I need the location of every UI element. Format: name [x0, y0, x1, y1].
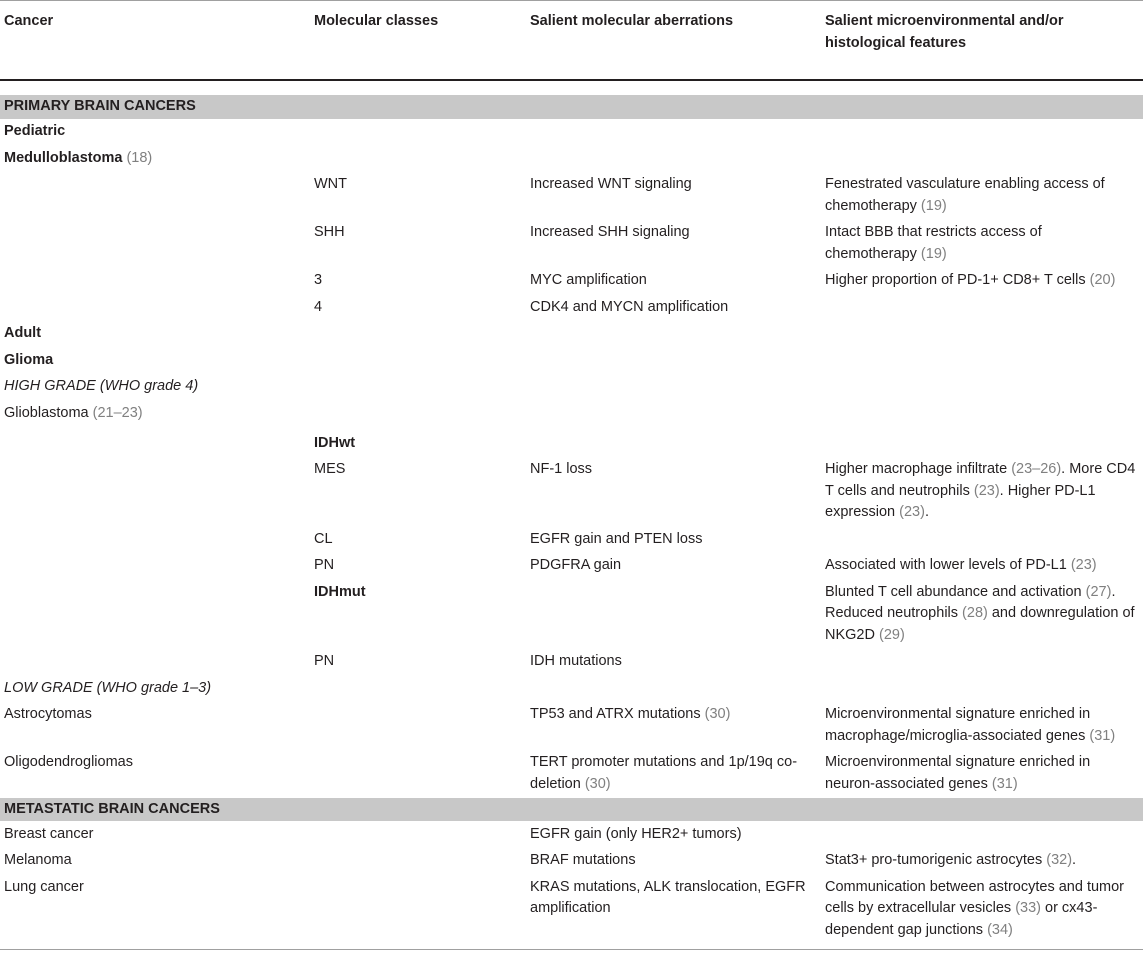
table-row: [0, 675, 1143, 702]
table-row: [0, 294, 1143, 321]
table-row: [0, 268, 1143, 295]
header-molecular-aberrations: Salient molecular aberrations: [526, 1, 821, 81]
class-idhmut: IDHmut: [314, 583, 366, 600]
cancer-astrocytomas: Astrocytomas: [4, 706, 92, 722]
feature-cell: Microenvironmental signature enriched in macrophage/microglia-associated genes (31): [825, 706, 1116, 744]
table-row: [0, 400, 1143, 427]
subgroup-adult: Adult: [4, 325, 42, 341]
aberration-cell: TP53 and ATRX mutations (30): [530, 706, 731, 722]
table-row: [0, 457, 1143, 527]
aberration-cell: EGFR gain (only HER2+ tumors): [530, 825, 742, 842]
table-row: [0, 848, 1143, 875]
header-cancer: Cancer: [0, 1, 310, 81]
table-row: [0, 347, 1143, 374]
table-header: [0, 1, 1143, 81]
grade-low: LOW GRADE (WHO grade 1–3): [4, 679, 212, 696]
table-row: [0, 579, 1143, 649]
aberration-cell: NF-1 loss: [530, 461, 593, 477]
table-row: [0, 821, 1143, 848]
table-row: [0, 874, 1143, 950]
grade-high: HIGH GRADE (WHO grade 4): [4, 378, 199, 394]
table-row: [0, 321, 1143, 348]
section-metastatic: [0, 798, 1143, 822]
feature-cell: Stat3+ pro-tumorigenic astrocytes (32).: [825, 852, 1077, 868]
feature-cell: Blunted T cell abundance and activation (27). Reduced neutrophils (28) and downregulation of NKG2D (29): [825, 583, 1135, 643]
aberration-cell: KRAS mutations, ALK translocation, EGFR amplification: [526, 874, 821, 950]
feature-cell: Fenestrated vasculature enabling access of chemotherapy (19): [825, 176, 1105, 214]
class-cell: CL: [314, 530, 333, 547]
aberration-cell: BRAF mutations: [530, 852, 636, 868]
aberration-cell: MYC amplification: [530, 272, 647, 288]
table-row: [0, 649, 1143, 676]
table-row: [0, 702, 1143, 750]
class-cell: 3: [314, 272, 323, 288]
table-row: [0, 750, 1143, 798]
aberration-cell: PDGFRA gain: [530, 557, 622, 573]
subgroup-pediatric: Pediatric: [4, 123, 66, 139]
cancer-breast: Breast cancer: [4, 825, 94, 842]
table-row: [0, 374, 1143, 401]
table-row: [0, 526, 1143, 553]
class-idhwt: IDHwt: [314, 434, 356, 451]
aberration-cell: TERT promoter mutations and 1p/19q co-deletion (30): [530, 754, 798, 792]
class-cell: PN: [314, 653, 335, 669]
table-row: [0, 553, 1143, 580]
class-cell: PN: [314, 557, 335, 573]
table-row: [0, 119, 1143, 146]
feature-cell: Microenvironmental signature enriched in neuron-associated genes (31): [825, 754, 1091, 792]
feature-cell: Higher proportion of PD-1+ CD8+ T cells (20): [825, 272, 1116, 288]
table-row: [0, 145, 1143, 172]
class-cell: SHH: [314, 224, 345, 240]
section-primary-label: PRIMARY BRAIN CANCERS: [0, 95, 1143, 119]
section-primary: [0, 95, 1143, 119]
feature-cell: Higher macrophage infiltrate (23–26). More CD4 T cells and neutrophils (23). Higher PD-L1 expression (23).: [825, 461, 1136, 520]
feature-cell: Intact BBB that restricts access of chemotherapy (19): [825, 224, 1042, 262]
aberration-cell: Increased SHH signaling: [530, 224, 690, 240]
table-row: [0, 220, 1143, 268]
feature-cell: Associated with lower levels of PD-L1 (23): [825, 557, 1097, 573]
table-row: [0, 172, 1143, 220]
section-metastatic-label: METASTATIC BRAIN CANCERS: [0, 798, 1143, 822]
header-molecular-classes: Molecular classes: [310, 1, 526, 81]
aberration-cell: CDK4 and MYCN amplification: [530, 298, 729, 315]
cancer-glioblastoma: Glioblastoma (21–23): [4, 404, 143, 421]
aberration-cell: EGFR gain and PTEN loss: [530, 530, 703, 547]
table-row: [0, 427, 1143, 457]
header-microenvironment-features: Salient microenvironmental and/or histological features: [821, 1, 1143, 81]
cancer-melanoma: Melanoma: [4, 852, 72, 868]
cancer-glioma: Glioma: [4, 351, 54, 368]
cancer-lung: Lung cancer: [0, 874, 310, 950]
aberration-cell: IDH mutations: [530, 653, 622, 669]
class-cell: WNT: [314, 176, 348, 192]
cancer-oligodendrogliomas: Oligodendrogliomas: [4, 754, 133, 770]
cancer-medulloblastoma: Medulloblastoma (18): [4, 149, 153, 166]
class-cell: MES: [314, 461, 346, 477]
aberration-cell: Increased WNT signaling: [530, 176, 692, 192]
feature-cell: Communication between astrocytes and tumor cells by extracellular vesicles (33) or cx43-dependent gap junctions (34): [821, 874, 1143, 950]
class-cell: 4: [314, 298, 323, 315]
